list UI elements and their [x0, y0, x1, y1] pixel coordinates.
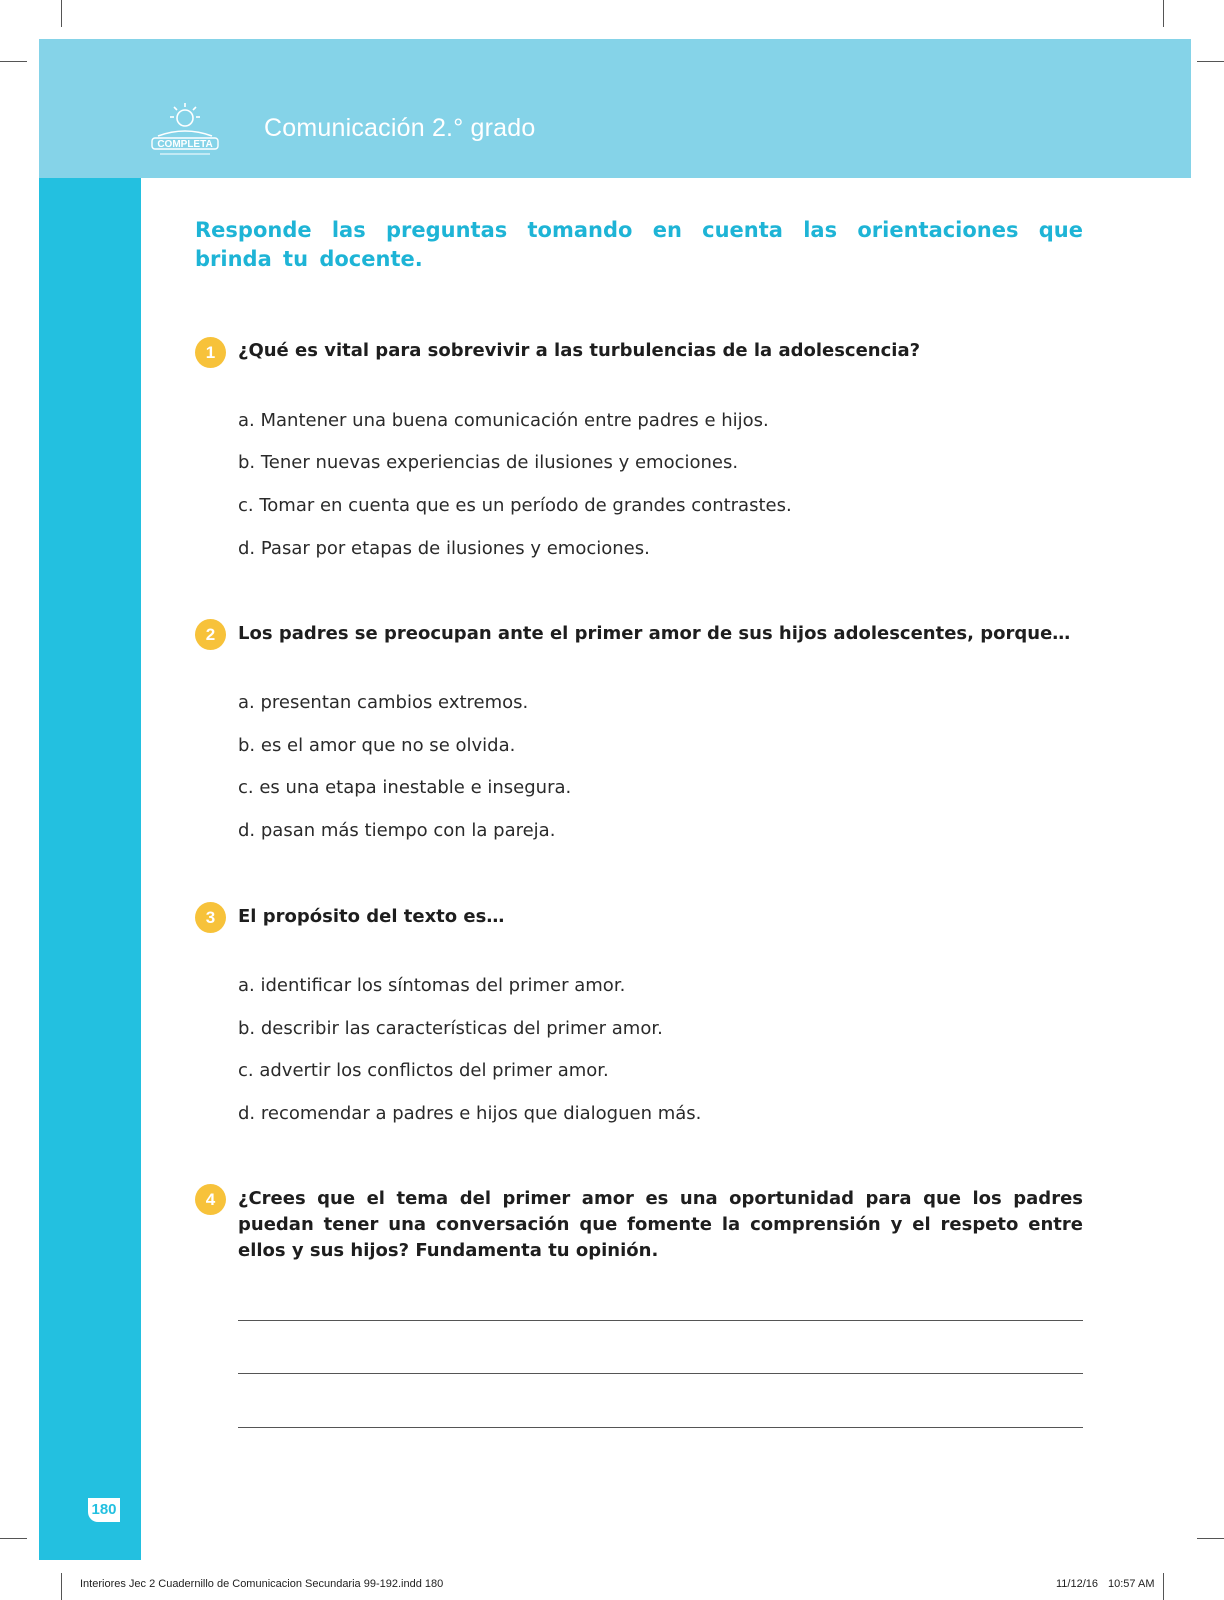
crop-mark	[0, 61, 27, 62]
question-1-badge: 1	[195, 337, 226, 368]
question-2-text: Los padres se preocupan ante el primer amor de sus hijos adolescentes, porque…	[238, 623, 1071, 644]
question-2-option-c: c. es una etapa inestable e insegura.	[238, 777, 572, 798]
footer-date: 11/12/16	[1056, 1578, 1099, 1590]
footer-file-info: Interiores Jec 2 Cuadernillo de Comunicacion Secundaria 99-192.indd 180	[80, 1578, 444, 1590]
question-4-badge: 4	[195, 1184, 226, 1215]
question-1-text: ¿Qué es vital para sobrevivir a las turbulencias de la adolescencia?	[238, 340, 921, 361]
jornada-completa-logo-icon	[146, 100, 224, 160]
answer-line-1[interactable]	[238, 1320, 1083, 1321]
question-3-option-b: b. describir las características del primer amor.	[238, 1018, 663, 1039]
question-1-option-b: b. Tener nuevas experiencias de ilusiones y emociones.	[238, 452, 739, 473]
question-4-text: ¿Crees que el tema del primer amor es una oportunidad para que los padres puedan tener una conversación que fomente la comprensión y el respeto entre ellos y sus hijos? Fundamenta tu opinión.	[238, 1188, 1083, 1261]
question-3-option-a: a. identificar los síntomas del primer amor.	[238, 975, 626, 996]
question-1-option-a: a. Mantener una buena comunicación entre padres e hijos.	[238, 410, 769, 431]
question-3-option-c: c. advertir los conflictos del primer amor.	[238, 1060, 609, 1081]
question-1-option-c: c. Tomar en cuenta que es un período de grandes contrastes.	[238, 495, 792, 516]
answer-line-3[interactable]	[238, 1427, 1083, 1428]
crop-mark	[0, 1538, 27, 1539]
instruction-text: Responde las preguntas tomando en cuenta las orientaciones que brinda tu docente.	[195, 218, 1083, 271]
question-3-badge: 3	[195, 902, 226, 933]
page-number: 180	[88, 1498, 120, 1522]
question-2-option-d: d. pasan más tiempo con la pareja.	[238, 820, 556, 841]
question-2-badge: 2	[195, 619, 226, 650]
question-1-option-d: d. Pasar por etapas de ilusiones y emociones.	[238, 538, 650, 559]
crop-mark	[1197, 61, 1224, 62]
side-band	[39, 178, 141, 1560]
logo-text: COMPLETA	[157, 139, 213, 150]
crop-mark	[1163, 0, 1164, 27]
question-3-option-d: d. recomendar a padres e hijos que dialoguen más.	[238, 1103, 702, 1124]
question-2-option-a: a. presentan cambios extremos.	[238, 692, 529, 713]
header-title: Comunicación 2.° grado	[264, 114, 536, 142]
question-3-text: El propósito del texto es…	[238, 906, 505, 927]
crop-mark	[1163, 1573, 1164, 1600]
answer-line-2[interactable]	[238, 1373, 1083, 1374]
footer-time: 10:57 AM	[1108, 1578, 1155, 1590]
crop-mark	[1197, 1538, 1224, 1539]
crop-mark	[61, 1573, 62, 1600]
crop-mark	[61, 0, 62, 27]
question-2-option-b: b. es el amor que no se olvida.	[238, 735, 516, 756]
